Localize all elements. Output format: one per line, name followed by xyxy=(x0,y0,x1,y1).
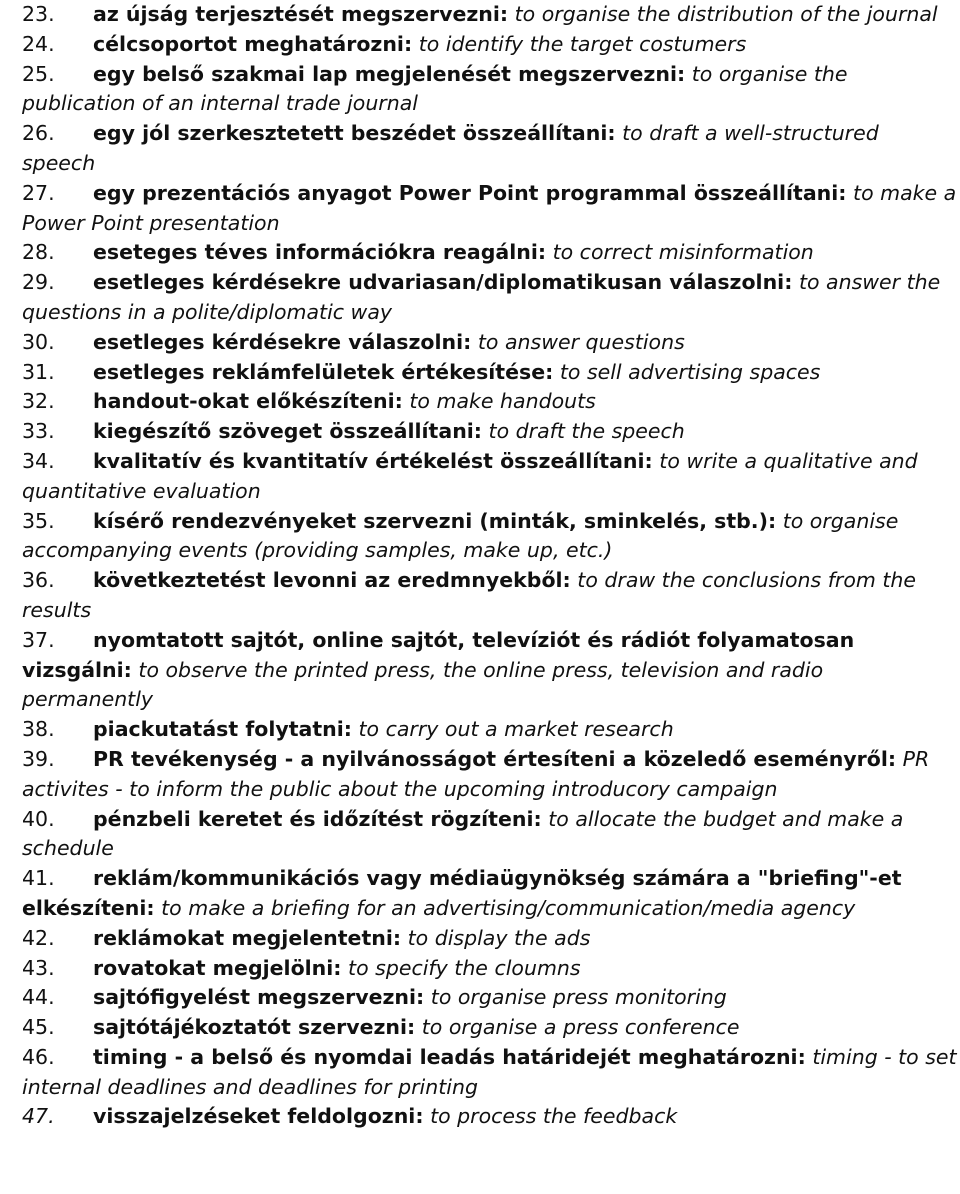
english-translation: to make a Power Point presentation xyxy=(22,180,957,235)
hungarian-term: esetleges kérdésekre udvariasan/diplomatikusan válaszolni: xyxy=(93,270,793,295)
list-item xyxy=(22,268,958,328)
english-translation: to make a briefing for an advertising/communication/media agency xyxy=(161,895,856,920)
item-number: 45. xyxy=(22,1015,55,1040)
english-translation: PR activites - to inform the public about the upcoming introducory campaign xyxy=(22,746,930,801)
hungarian-term: sajtófigyelést megszervezni: xyxy=(93,985,425,1010)
list-item xyxy=(22,715,958,745)
english-translation: to answer questions xyxy=(477,329,685,354)
item-number: 47. xyxy=(22,1104,55,1129)
hungarian-term: rovatokat megjelölni: xyxy=(93,955,342,980)
item-number: 44. xyxy=(22,985,55,1010)
english-translation: to carry out a market research xyxy=(358,717,674,742)
list-item xyxy=(22,864,958,924)
hungarian-term: esetleges reklámfelületek értékesítése: xyxy=(93,359,554,384)
hungarian-term: kísérő rendezvényeket szervezni (minták, sminkelés, stb.): xyxy=(93,508,777,533)
item-number: 26. xyxy=(22,121,55,146)
list-item xyxy=(22,745,958,805)
list-item xyxy=(22,60,958,120)
item-number: 27. xyxy=(22,180,55,205)
english-translation: to draft a well-structured speech xyxy=(22,121,879,175)
english-translation: to specify the cloumns xyxy=(348,955,581,980)
item-number: 38. xyxy=(22,717,55,742)
item-number: 40. xyxy=(22,806,55,831)
list-item xyxy=(22,0,958,30)
hungarian-term: célcsoportot meghatározni: xyxy=(93,31,413,56)
item-number: 41. xyxy=(22,866,55,891)
english-translation: to organise the distribution of the journal xyxy=(514,2,938,26)
item-number: 28. xyxy=(22,240,55,265)
item-number: 25. xyxy=(22,61,55,86)
hungarian-term: pénzbeli keretet és időzítést rögzíteni: xyxy=(93,806,542,831)
list-item xyxy=(22,626,958,715)
hungarian-term: piackutatást folytatni: xyxy=(93,717,352,742)
list-item xyxy=(22,179,958,239)
item-number: 42. xyxy=(22,925,55,950)
list-item xyxy=(22,1043,958,1103)
english-translation: timing - to set internal deadlines and deadlines for printing xyxy=(22,1044,957,1099)
hungarian-term: esetleges kérdésekre válaszolni: xyxy=(93,329,472,354)
english-translation: to organise press monitoring xyxy=(430,985,727,1010)
item-number: 23. xyxy=(22,2,55,26)
english-translation: to organise the publication of an internal trade journal xyxy=(22,61,848,116)
english-translation: to write a qualitative and quantitative evaluation xyxy=(22,448,918,503)
item-number: 33. xyxy=(22,419,55,444)
english-translation: to display the ads xyxy=(407,925,591,950)
hungarian-term: nyomtatott sajtót, online sajtót, televíziót és rádiót folyamatosan vizsgálni: xyxy=(22,627,855,682)
list-item xyxy=(22,417,958,447)
hungarian-term: reklám/kommunikációs vagy médiaügynökség számára a "briefing"-et elkészíteni: xyxy=(22,866,902,920)
hungarian-term: PR tevékenység - a nyilvánosságot értesíteni a közeledő eseményről: xyxy=(93,746,897,771)
english-translation: to identify the target costumers xyxy=(418,31,747,56)
list-item xyxy=(22,1013,958,1043)
list-item xyxy=(22,566,958,626)
english-translation: to correct misinformation xyxy=(552,240,814,265)
list-item xyxy=(22,358,958,388)
vocabulary-list xyxy=(22,0,958,1132)
hungarian-term: kiegészítő szöveget összeállítani: xyxy=(93,419,483,444)
hungarian-term: egy belső szakmai lap megjelenését megszervezni: xyxy=(93,61,686,86)
hungarian-term: reklámokat megjelentetni: xyxy=(93,925,402,950)
hungarian-term: kvalitatív és kvantitatív értékelést összeállítani: xyxy=(93,448,653,473)
english-translation: to organise accompanying events (providing samples, make up, etc.) xyxy=(22,508,899,563)
hungarian-term: visszajelzéseket feldolgozni: xyxy=(93,1104,424,1129)
hungarian-term: handout-okat előkészíteni: xyxy=(93,389,403,414)
english-translation: to draw the conclusions from the results xyxy=(22,568,917,622)
english-translation: to observe the printed press, the online press, television and radio permanently xyxy=(22,657,824,712)
english-translation: to make handouts xyxy=(409,389,596,414)
hungarian-term: timing - a belső és nyomdai leadás határidejét meghatározni: xyxy=(93,1044,806,1069)
list-item xyxy=(22,30,958,60)
item-number: 35. xyxy=(22,508,55,533)
english-translation: to allocate the budget and make a schedule xyxy=(22,806,904,861)
item-number: 34. xyxy=(22,448,55,473)
list-item xyxy=(22,328,958,358)
list-item xyxy=(22,447,958,507)
english-translation: to sell advertising spaces xyxy=(559,359,821,384)
english-translation: to draft the speech xyxy=(488,419,685,444)
list-item xyxy=(22,954,958,984)
item-number: 36. xyxy=(22,568,55,593)
list-item xyxy=(22,238,958,268)
item-number: 29. xyxy=(22,270,55,295)
list-item xyxy=(22,805,958,865)
list-item xyxy=(22,119,958,179)
item-number: 46. xyxy=(22,1044,55,1069)
item-number: 31. xyxy=(22,359,55,384)
list-item xyxy=(22,507,958,567)
hungarian-term: eseteges téves információkra reagálni: xyxy=(93,240,547,265)
item-number: 39. xyxy=(22,746,55,771)
hungarian-term: az újság terjesztését megszervezni: xyxy=(93,2,509,26)
item-number: 24. xyxy=(22,31,55,56)
hungarian-term: sajtótájékoztatót szervezni: xyxy=(93,1015,416,1040)
english-translation: to answer the questions in a polite/diplomatic way xyxy=(22,270,941,324)
list-item xyxy=(22,983,958,1013)
english-translation: to process the feedback xyxy=(430,1104,678,1129)
item-number: 30. xyxy=(22,329,55,354)
item-number: 43. xyxy=(22,955,55,980)
list-item xyxy=(22,1102,958,1132)
hungarian-term: egy jól szerkesztetett beszédet összeállítani: xyxy=(93,121,616,146)
item-number: 32. xyxy=(22,389,55,414)
hungarian-term: következtetést levonni az eredmnyekből: xyxy=(93,568,571,593)
list-item xyxy=(22,387,958,417)
english-translation: to organise a press conference xyxy=(421,1015,740,1040)
item-number: 37. xyxy=(22,627,55,652)
list-item xyxy=(22,924,958,954)
hungarian-term: egy prezentációs anyagot Power Point programmal összeállítani: xyxy=(93,180,847,205)
